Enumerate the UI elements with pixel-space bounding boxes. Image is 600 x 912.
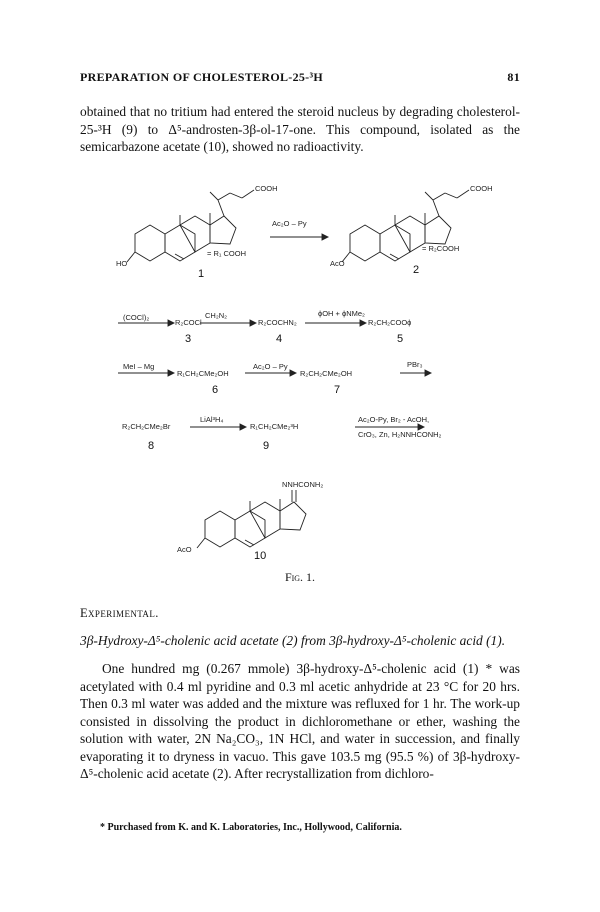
reagent-last-top: Ac₂O-Py, Br₂ - AcOH, xyxy=(358,415,430,424)
compound-r2ch2coo: R₂CH₂COOϕ xyxy=(368,318,412,327)
reagent-last-bottom: CrO₃, Zn, H₂NNHCONH₂ xyxy=(358,430,442,439)
reagent-ch2n2: CH₂N₂ xyxy=(205,311,228,320)
figure-caption: Fig. 1. xyxy=(284,570,316,584)
reagent-ac2o-py-b: Ac₂O – Py xyxy=(253,362,288,371)
compound-r2ch2cme2oh: R₂CH₂CMe₂OH xyxy=(300,369,353,378)
aco-label-10: AcO xyxy=(177,545,192,554)
reagent-mei-mg: MeI – Mg xyxy=(123,362,155,371)
compound-2-label: 2 xyxy=(413,264,420,276)
compound-r2ch2cme2br: R₂CH₂CMe₂Br xyxy=(122,422,171,431)
compound-7-label: 7 xyxy=(334,384,341,396)
compound-8-label: 8 xyxy=(148,440,155,452)
reagent-cocl2: (COCl)₂ xyxy=(123,313,150,322)
reagent-phoh: ϕOH + ϕNMe₂ xyxy=(318,309,365,318)
reagent-ac2o-py: Ac₂O – Py xyxy=(272,219,307,228)
intro-paragraph: obtained that no tritium had entered the steroid nucleus by degrading cholesterol-25-³H (9) to Δ⁵-androsten-3β-ol-17-one. This compound, isolated as the semicarbazone acetate (10), showed no radioactivity. xyxy=(80,104,520,154)
compound-r1ch2cme23h: R₁CH₂CMe₂³H xyxy=(250,422,299,431)
reagent-lial3h4: LiAl³H₄ xyxy=(200,415,224,424)
r2cooh-label: = R₂COOH xyxy=(422,244,460,253)
subsection-heading: 3β-Hydroxy-Δ⁵-cholenic acid acetate (2) from 3β-hydroxy-Δ⁵-cholenic acid (1). xyxy=(80,633,506,648)
compound-r2cochn2: R₂COCHN₂ xyxy=(258,318,297,327)
experimental-paragraph: One hundred mg (0.267 mmole) 3β-hydroxy-Δ⁵-cholenic acid (1) * was acetylated with 0.4 ml pyridine and 0.3 ml acetic anhydride at 23 °C for 20 hrs. Then 0.3 ml water was added and the mixture was refluxed for 1 hr. The work-up consisted in dissolving the product in dichloromethane or ether, washing the solution with water, 2N Na₂CO₃, 1N HCl, and water in succession, and finally evaporating it to dryness in vacuo. This gave 103.5 mg (95.5 %) of 3β-hydroxy-Δ⁵-cholenic acid acetate (2). After recrystallization from dichloro- xyxy=(80,661,520,781)
compound-r2cocl: R₂COCl xyxy=(175,318,202,327)
cooh-label-2: COOH xyxy=(470,184,493,193)
page-number: 81 xyxy=(507,70,520,84)
compound-10-label: 10 xyxy=(254,550,267,562)
compound-4-label: 4 xyxy=(276,333,283,345)
running-title: PREPARATION OF CHOLESTEROL-25-³H xyxy=(80,70,323,84)
compound-6-label: 6 xyxy=(212,384,219,396)
footnote: * Purchased from K. and K. Laboratories, Inc., Hollywood, California. xyxy=(100,822,402,833)
compound-1-label: 1 xyxy=(198,268,205,280)
compound-5-label: 5 xyxy=(397,333,404,345)
r1cooh-label: = R₁ COOH xyxy=(207,249,246,258)
compound-9-label: 9 xyxy=(263,440,270,452)
steroid-10-structure xyxy=(197,490,306,548)
compound-r1ch2cme2oh: R₁CH₂CMe₂OH xyxy=(177,369,229,378)
aco-label-2: AcO xyxy=(330,259,345,268)
compound-3-label: 3 xyxy=(185,333,192,345)
cooh-label-1: COOH xyxy=(255,184,278,193)
section-heading: Experimental. xyxy=(80,606,159,620)
ho-label: HO xyxy=(116,259,128,268)
reagent-pbr3: PBr₃ xyxy=(407,360,423,369)
nnhconh2-label: NNHCONH₂ xyxy=(282,480,324,489)
